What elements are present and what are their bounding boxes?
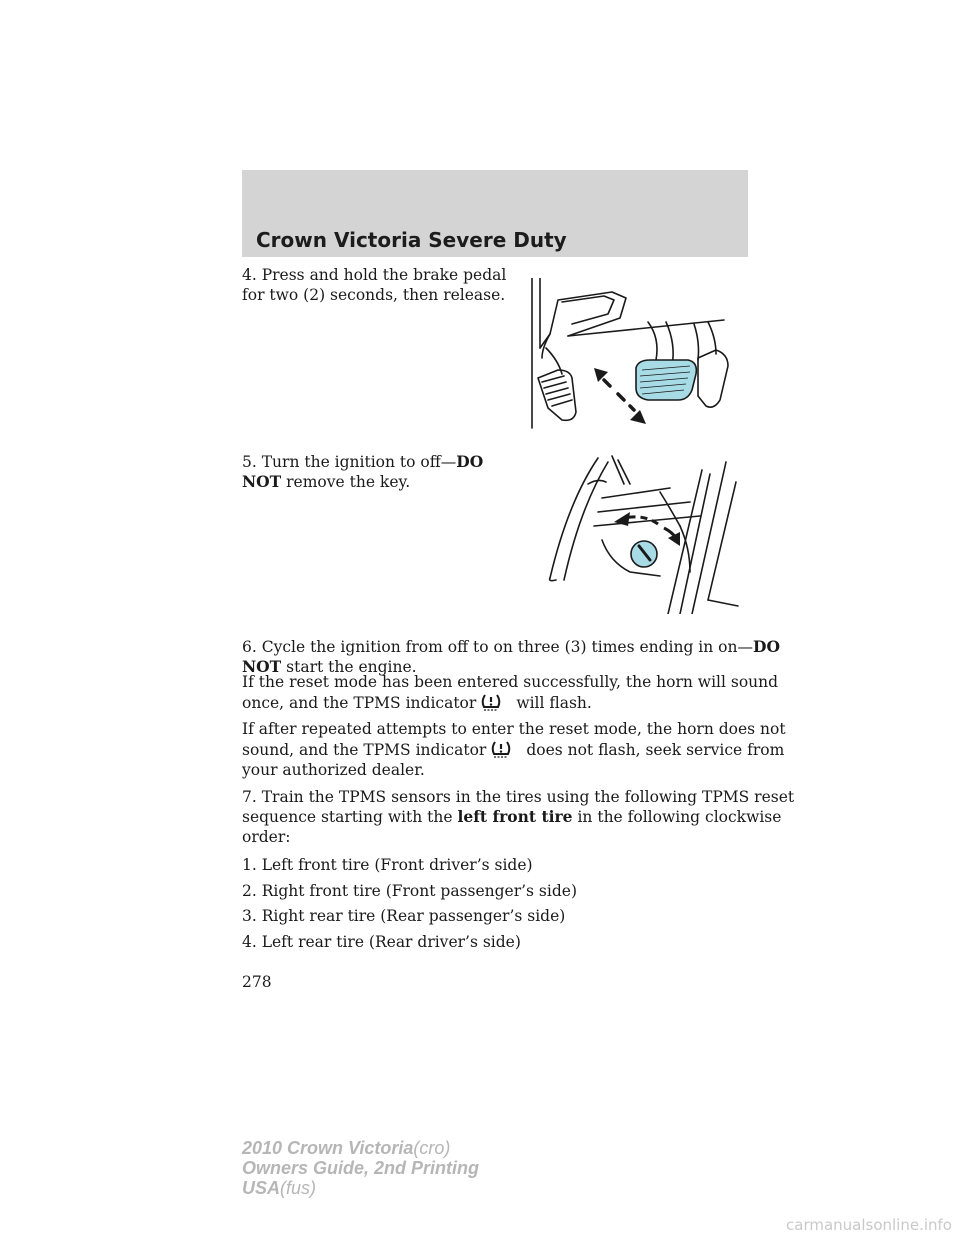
reset-success-line-2b: will flash. bbox=[516, 694, 592, 712]
footer-market-code: (fus) bbox=[280, 1178, 317, 1198]
ignition-key-illustration bbox=[540, 452, 745, 614]
step-5-text bbox=[242, 452, 483, 492]
step-6-do: DO bbox=[753, 637, 780, 656]
step-7-line-2a: sequence starting with the bbox=[242, 808, 458, 826]
brake-pedal-illustration bbox=[528, 278, 750, 430]
step-7-line-3: order: bbox=[242, 828, 291, 846]
step-4-line-2: for two (2) seconds, then release. bbox=[242, 286, 506, 304]
step-5-not: NOT bbox=[242, 472, 282, 491]
watermark: carmanualsonline.info bbox=[786, 1216, 952, 1234]
footer-model-code: (cro) bbox=[413, 1138, 451, 1158]
footer-printing: Owners Guide, 2nd Printing bbox=[242, 1158, 480, 1178]
footer-model: 2010 Crown Victoria bbox=[242, 1138, 414, 1158]
print-footer bbox=[242, 1138, 479, 1198]
reset-fail-line-2a: sound, and the TPMS indicator bbox=[242, 741, 487, 759]
list-item: 2. Right front tire (Front passenger’s side) bbox=[242, 882, 577, 900]
step-4-text bbox=[242, 265, 506, 305]
section-title: Crown Victoria Severe Duty bbox=[256, 228, 567, 252]
reset-fail-paragraph bbox=[242, 719, 786, 780]
footer-market: USA bbox=[242, 1178, 281, 1198]
step-5-line-2: remove the key. bbox=[281, 473, 411, 491]
step-5-do: DO bbox=[456, 452, 484, 471]
reset-success-paragraph bbox=[242, 672, 778, 713]
reset-fail-line-3: your authorized dealer. bbox=[242, 761, 425, 779]
section-header-band bbox=[242, 170, 748, 257]
page-number: 278 bbox=[242, 973, 272, 991]
step-7-text bbox=[242, 787, 794, 847]
reset-fail-line-2b: does not flash, seek service from bbox=[526, 741, 785, 759]
step-7-left-front-tire: left front tire bbox=[457, 807, 573, 826]
step-7-line-2c: in the following clockwise bbox=[572, 808, 782, 826]
step-6-line-2: start the engine. bbox=[281, 658, 417, 676]
step-6-not: NOT bbox=[242, 657, 282, 676]
reset-fail-line-1: If after repeated attempts to enter the reset mode, the horn does not bbox=[242, 720, 786, 738]
list-item: 3. Right rear tire (Rear passenger’s side) bbox=[242, 907, 566, 925]
reset-success-line-1: If the reset mode has been entered successfully, the horn will sound bbox=[242, 673, 779, 691]
list-item: 1. Left front tire (Front driver’s side) bbox=[242, 856, 533, 874]
step-6-line-1: 6. Cycle the ignition from off to on three (3) times ending in on— bbox=[242, 638, 753, 656]
step-6-text bbox=[242, 637, 780, 677]
tpms-indicator-icon bbox=[480, 692, 502, 712]
step-4-line-1: 4. Press and hold the brake pedal bbox=[242, 266, 507, 284]
list-item: 4. Left rear tire (Rear driver’s side) bbox=[242, 933, 521, 951]
reset-success-line-2a: once, and the TPMS indicator bbox=[242, 694, 477, 712]
step-7-line-1: 7. Train the TPMS sensors in the tires using the following TPMS reset bbox=[242, 788, 795, 806]
tpms-indicator-icon bbox=[490, 739, 512, 759]
step-5-line-1: 5. Turn the ignition to off— bbox=[242, 453, 457, 471]
